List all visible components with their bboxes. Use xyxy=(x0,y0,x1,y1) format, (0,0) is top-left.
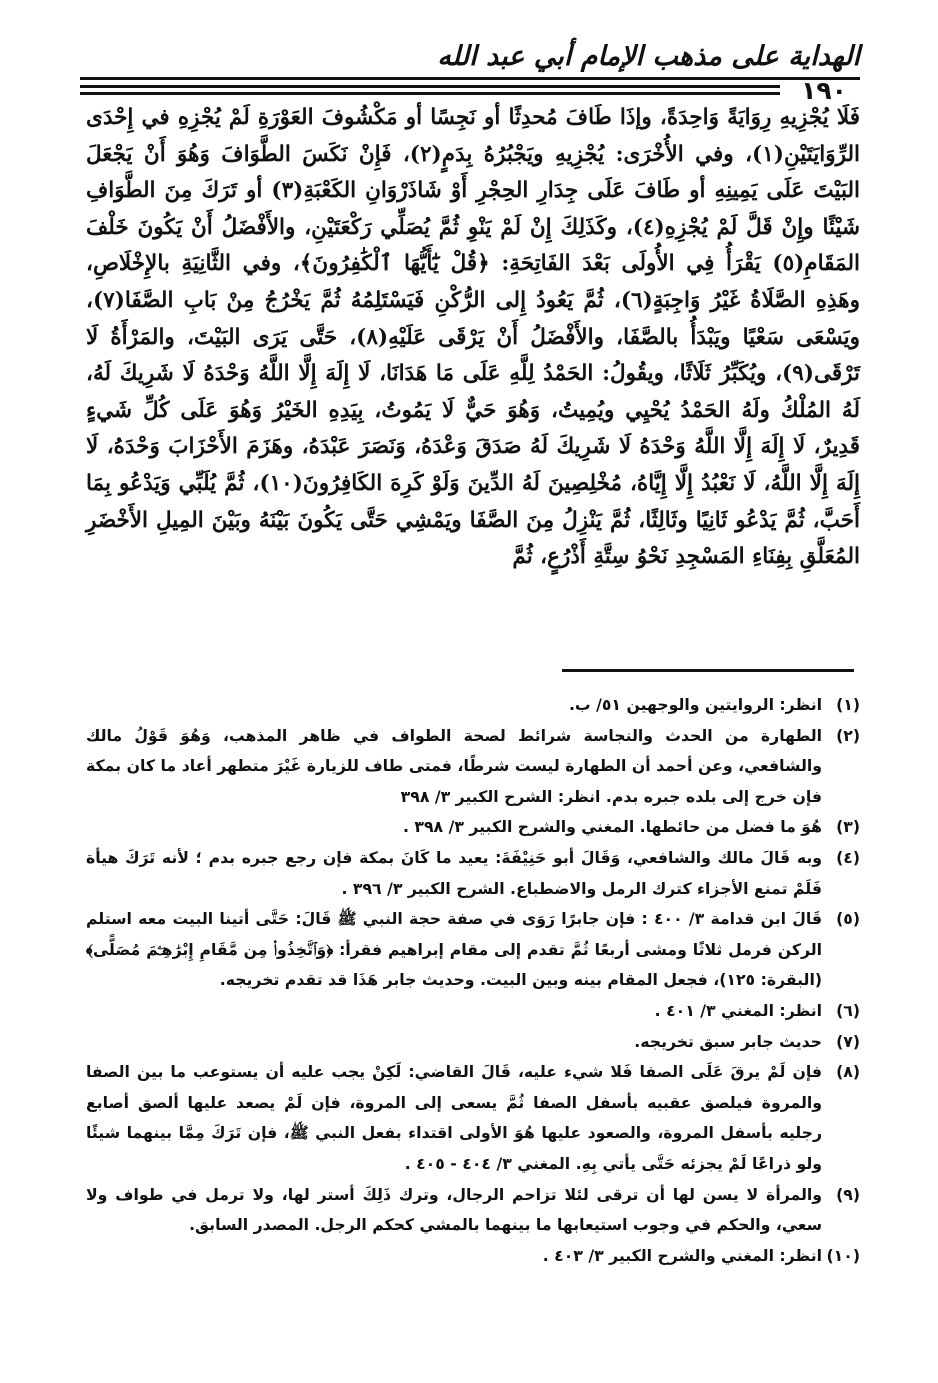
header-rule-left-2 xyxy=(80,92,780,95)
footnote-6 xyxy=(86,996,860,1027)
footnote-number: (٢) xyxy=(836,725,860,745)
footnote-number: (١) xyxy=(836,695,860,714)
footnote-text: حديث جابر سبق تخريجه. xyxy=(634,1031,822,1051)
footnote-text: انظر: الروايتين والوجهين ٥١/ ب. xyxy=(568,695,822,714)
footnote-5 xyxy=(86,904,860,996)
book-title: الهداية على مذهب الإمام أبي عبد الله xyxy=(437,41,860,72)
footnote-2 xyxy=(86,721,860,813)
footnote-number: (١٠) xyxy=(826,1245,860,1265)
footnote-7 xyxy=(86,1027,860,1058)
footnote-number: (٣) xyxy=(836,817,860,837)
footnote-text: فإن لَمْ يرقَ عَلَى الصفا فَلا شيء عليه، قَالَ القاضي: لَكِنْ يجب عليه أن يستوعب ما بين الصفا والمروة فيلصق عقبيه بأسفل الصفا ثُمَّ يسعى إلى المروة، فإن لَمْ يصعد عليها ألصق أصابع رجليه بأسفل المروة، والصعود عليها هُوَ الأولى اقتداء بفعل النبي ﷺ، فإن تَرَكَ مِمَّا بينهما شيئًا ولو ذراعًا لَمْ يجزئه حَتَّى يأتي بِهِ. المغني ٣/ ٤٠٤ - ٤٠٥ . xyxy=(86,1062,822,1173)
footnote-9 xyxy=(86,1180,860,1241)
footnote-8 xyxy=(86,1057,860,1179)
footnote-number: (٦) xyxy=(836,1000,860,1020)
main-paragraph: فَلَا يُجْزِيهِ رِوَايَةً وَاحِدَةً، وإذَا طَافَ مُحدِثًا أو نَجِسًا أو مَكْشُوفَ العَوْرَةِ لَمْ يُجْزِهِ في إِحْدَى الرِّوَايَتَيْنِ(١)، وفي الأُخْرَى: يُجْزِيهِ ويَجْبُرُهُ بِدَمٍ(٢)، فَإِنْ نَكَسَ الطَّوَافَ وَهُوَ أَنْ يَجْعَلَ البَيْتَ عَلَى يَمِينِهِ أو طَافَ عَلَى جِدَارِ الحِجْرِ أَوْ شَاذَرْوَانِ الكَعْبَةِ(٣) أو تَرَكَ مِنَ الطَّوَافِ شَيْئًا وإِنْ قَلَّ لَمْ يُجْزِهِ(٤)، وكَذَلِكَ إِنْ لَمْ يَنْوِ ثُمَّ يُصَلِّي رَكْعَتَيْنِ، والأَفْضَلُ أَنْ يَكُونَ خَلْفَ المَقَامِ(٥) يَقْرَأُ فِي الأُولَى بَعْدَ الفَاتِحَةِ: ﴿قُلْ يَٰٓأَيُّهَا ٱلْكَٰفِرُونَ﴾، وفي الثَّانِيَةِ بالإِخْلَاصِ، وهَذِهِ الصَّلَاةُ غَيْرُ وَاجِبَةٍ(٦)، ثُمَّ يَعُودُ إِلى الرُّكْنِ فَيَسْتَلِمُهُ ثُمَّ يَخْرُجُ مِنْ بَابِ الصَّفَا(٧)، ويَسْعَى سَعْيًا ويَبْدَأُ بالصَّفَا، والأَفْضَلُ أَنْ يَرْقَى عَلَيْهِ(٨)، حَتَّى يَرَى البَيْتَ، والمَرْأَةُ لَا تَرْقَى(٩)، ويُكَبِّرُ ثَلَاثًا، ويقُولُ: الحَمْدُ لِلَّهِ عَلَى مَا هَدَانَا، لَا إِلَهَ إِلَّا اللَّهُ وَحْدَهُ لَا شَرِيكَ لَهُ، لَهُ المُلْكُ ولَهُ الحَمْدُ يُحْيِي ويُمِيتُ، وَهُوَ حَيٌّ لَا يَمُوتُ، بِيَدِهِ الخَيْرُ وَهُوَ عَلَى كُلِّ شَيءٍ قَدِيرٌ، لَا إِلَهَ إِلَّا اللَّهُ وَحْدَهُ لَا شَرِيكَ لَهُ صَدَقَ وَعْدَهُ، وَنَصَرَ عَبْدَهُ، وهَزَمَ الأَحْزَابَ وَحْدَهُ، لَا إِلَهَ إِلَّا اللَّهُ، لَا نَعْبُدُ إِلَّا إِيَّاهُ، مُخْلِصِينَ لَهُ الدِّينَ وَلَوْ كَرِهَ الكَافِرُونَ(١٠)، ثُمَّ يُلَبِّي وَيَدْعُو بِمَا أَحَبَّ، ثُمَّ يَدْعُو ثَانِيًا وثَالِثًا، ثُمَّ يَنْزِلُ مِنَ الصَّفَا ويَمْشِي حَتَّى يَكُونَ بَيْنَهُ وبَيْنَ المِيلِ الأَخْضَرِ المُعَلَّقِ بِفِنَاءِ المَسْجِدِ نَحْوُ سِتَّةِ أَذْرُعٍ، ثُمَّ xyxy=(86,105,861,570)
footnote-text: انظر: المغني ٣/ ٤٠١ . xyxy=(654,1000,822,1020)
footnote-number: (٤) xyxy=(836,847,860,867)
page-header xyxy=(80,40,860,105)
footnote-text: هُوَ ما فضل من حائطها. المغني والشرح الكبير ٣/ ٣٩٨ . xyxy=(402,817,822,837)
footnote-number: (٧) xyxy=(836,1031,860,1051)
footnote-number: (٥) xyxy=(836,909,860,929)
footnotes xyxy=(86,690,860,1271)
header-rule-left-1 xyxy=(80,85,780,88)
footnote-text: انظر: المغني والشرح الكبير ٣/ ٤٠٣ . xyxy=(542,1245,822,1265)
footnote-1 xyxy=(86,690,860,721)
page-number: ١٩٠ xyxy=(801,76,847,105)
footnote-text: وبه قَالَ مالك والشافعي، وَقَالَ أبو حَنِيْفَةَ: يعيد ما كَانَ بمكة فإن رجع جبره بدم ؛ لأنه تَرَكَ هيأة فَلَمْ تمنع الأجزاء كترك الرمل والاضطباع. الشرح الكبير ٣/ ٣٩٦ . xyxy=(86,847,822,898)
footnote-text: قَالَ ابن قدامة ٣/ ٤٠٠ : فإن جابرًا رَوَى في صفة حجة النبي ﷺ قَالَ: حَتَّى أتينا البيت معه استلم الركن فرمل ثلاثًا ومشى أربعًا ثُمَّ تقدم إلى مقام إبراهيم فقرأ: ﴿وَٱتَّخِذُوا۟ مِن مَّقَامِ إِبْرَٰهِـۧمَ مُصَلًّى﴾ (البقرة: ١٢٥)، فجعل المقام بينه وبين البيت. وحديث جابر هَذَا قد تقدم تخريجه. xyxy=(86,909,822,990)
footnote-number: (٨) xyxy=(836,1062,860,1082)
footnote-separator xyxy=(562,669,854,672)
footnote-text: والمرأة لا يسن لها أن ترقى لئلا تزاحم الرجال، وترك ذَلِكَ أستر لها، ولا ترمل في طواف ولا سعي، والحكم في وجوب استيعابها ما بينهما بالمشي كحكم الرجل. المصدر السابق. xyxy=(86,1184,822,1235)
footnote-10 xyxy=(86,1241,860,1272)
footnote-4 xyxy=(86,843,860,904)
main-text xyxy=(86,100,860,576)
footnote-number: (٩) xyxy=(836,1184,860,1204)
footnote-text: الطهارة من الحدث والنجاسة شرائط لصحة الطواف في ظاهر المذهب، وَهُوَ قَوْلُ مالك والشافعي، وعن أحمد أن الطهارة ليست شرطًا، فمتى طاف للزيارة غَيْرَ متطهر أعاد ما كان بمكة فإن خرج إلى بلده جبره بدم. انظر: الشرح الكبير ٣/ ٣٩٨ xyxy=(86,725,822,806)
header-rule-top xyxy=(80,77,860,80)
footnote-3 xyxy=(86,812,860,843)
